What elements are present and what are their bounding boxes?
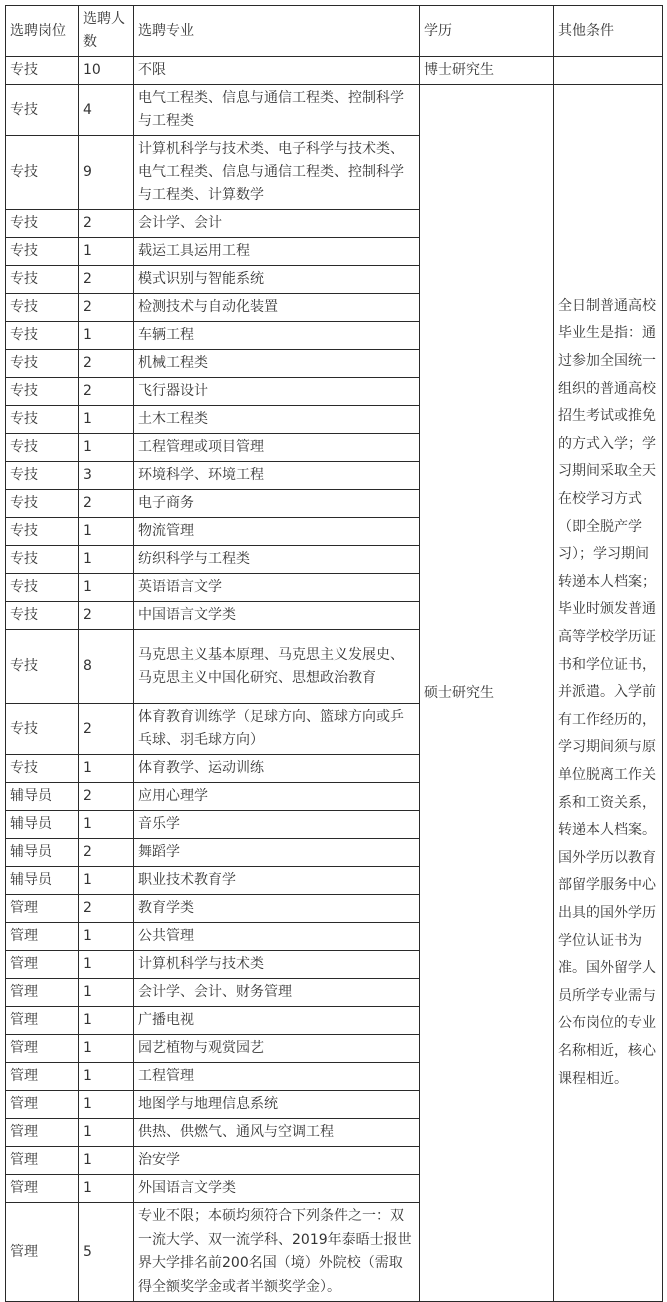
cell-post: 辅导员 [6, 839, 79, 867]
cell-other-conditions: 全日制普通高校毕业生是指：通过参加全国统一组织的普通高校招生考试或推免的方式入学；学习期间采取全天在校学习方式（即全脱产学习）；学习期间转递本人档案；毕业时颁发普通高等学校学历证书和学位证书，并派遣。入学前有工作经历的，学习期间须与原单位脱离工作关系和工资关系，转递本人档案。国外学历以教育部留学服务中心出具的国外学历学位认证书为准。国外留学人员所学专业需与公布岗位的专业名称相近，核心课程相近。 [554, 85, 663, 1302]
cell-major: 工程管理或项目管理 [134, 434, 420, 462]
cell-count: 1 [79, 434, 134, 462]
cell-major: 模式识别与智能系统 [134, 266, 420, 294]
cell-major: 环境科学、环境工程 [134, 462, 420, 490]
header-post: 选聘岗位 [6, 6, 79, 57]
cell-major: 飞行器设计 [134, 378, 420, 406]
cell-post: 管理 [6, 895, 79, 923]
cell-count: 1 [79, 979, 134, 1007]
cell-major: 马克思主义基本原理、马克思主义发展史、马克思主义中国化研究、思想政治教育 [134, 630, 420, 704]
cell-count: 2 [79, 210, 134, 238]
cell-post: 专技 [6, 266, 79, 294]
cell-major: 会计学、会计 [134, 210, 420, 238]
cell-education: 博士研究生 [420, 57, 554, 85]
cell-count: 2 [79, 350, 134, 378]
cell-count: 2 [79, 602, 134, 630]
cell-major: 土木工程类 [134, 406, 420, 434]
cell-post: 专技 [6, 490, 79, 518]
cell-count: 1 [79, 574, 134, 602]
cell-post: 专技 [6, 85, 79, 136]
cell-major: 外国语言文学类 [134, 1175, 420, 1203]
cell-major: 纺织科学与工程类 [134, 546, 420, 574]
cell-major: 计算机科学与技术类、电子科学与技术类、电气工程类、信息与通信工程类、控制科学与工程类、计算数学 [134, 136, 420, 210]
cell-post: 专技 [6, 406, 79, 434]
cell-major: 电气工程类、信息与通信工程类、控制科学与工程类 [134, 85, 420, 136]
cell-count: 1 [79, 1035, 134, 1063]
cell-count: 1 [79, 923, 134, 951]
cell-count: 1 [79, 1119, 134, 1147]
cell-post: 管理 [6, 1091, 79, 1119]
recruitment-table [5, 5, 663, 1302]
cell-major: 供热、供燃气、通风与空调工程 [134, 1119, 420, 1147]
cell-education-masters: 硕士研究生 [420, 85, 554, 1302]
cell-major: 治安学 [134, 1147, 420, 1175]
cell-post: 专技 [6, 136, 79, 210]
cell-other-empty [554, 57, 663, 85]
cell-major: 职业技术教育学 [134, 867, 420, 895]
cell-major: 园艺植物与观赏园艺 [134, 1035, 420, 1063]
cell-post: 管理 [6, 1063, 79, 1091]
cell-post: 专技 [6, 322, 79, 350]
cell-count: 1 [79, 755, 134, 783]
cell-count: 10 [79, 57, 134, 85]
cell-major: 体育教学、运动训练 [134, 755, 420, 783]
cell-post: 专技 [6, 546, 79, 574]
table-row [6, 85, 663, 136]
cell-major: 物流管理 [134, 518, 420, 546]
cell-major: 音乐学 [134, 811, 420, 839]
table-header-row [6, 6, 663, 57]
cell-count: 2 [79, 895, 134, 923]
cell-count: 1 [79, 1007, 134, 1035]
cell-count: 1 [79, 406, 134, 434]
cell-count: 3 [79, 462, 134, 490]
header-education: 学历 [420, 6, 554, 57]
cell-post: 专技 [6, 434, 79, 462]
cell-post: 辅导员 [6, 783, 79, 811]
header-other-conditions: 其他条件 [554, 6, 663, 57]
cell-major: 教育学类 [134, 895, 420, 923]
cell-count: 1 [79, 811, 134, 839]
cell-post: 管理 [6, 1175, 79, 1203]
header-count: 选聘人数 [79, 6, 134, 57]
cell-count: 1 [79, 322, 134, 350]
cell-post: 管理 [6, 979, 79, 1007]
cell-count: 1 [79, 867, 134, 895]
cell-count: 8 [79, 630, 134, 704]
cell-post: 专技 [6, 602, 79, 630]
cell-post: 专技 [6, 210, 79, 238]
cell-post: 专技 [6, 518, 79, 546]
cell-count: 1 [79, 518, 134, 546]
cell-post: 专技 [6, 238, 79, 266]
cell-post: 专技 [6, 294, 79, 322]
cell-major: 不限 [134, 57, 420, 85]
cell-major: 中国语言文学类 [134, 602, 420, 630]
cell-major: 舞蹈学 [134, 839, 420, 867]
cell-major: 专业不限；本硕均须符合下列条件之一：双一流大学、双一流学科、2019年泰晤士报世界大学排名前200名国（境）外院校（需取得全额奖学金或者半额奖学金）。 [134, 1203, 420, 1302]
cell-major: 会计学、会计、财务管理 [134, 979, 420, 1007]
header-major: 选聘专业 [134, 6, 420, 57]
cell-post: 专技 [6, 704, 79, 755]
cell-major: 车辆工程 [134, 322, 420, 350]
cell-major: 机械工程类 [134, 350, 420, 378]
cell-major: 地图学与地理信息系统 [134, 1091, 420, 1119]
cell-post: 管理 [6, 923, 79, 951]
cell-count: 2 [79, 704, 134, 755]
cell-count: 1 [79, 1175, 134, 1203]
cell-count: 1 [79, 238, 134, 266]
cell-major: 电子商务 [134, 490, 420, 518]
cell-post: 辅导员 [6, 867, 79, 895]
cell-major: 应用心理学 [134, 783, 420, 811]
cell-count: 1 [79, 546, 134, 574]
cell-count: 2 [79, 378, 134, 406]
cell-count: 2 [79, 839, 134, 867]
cell-count: 1 [79, 951, 134, 979]
cell-count: 4 [79, 85, 134, 136]
cell-post: 管理 [6, 1147, 79, 1175]
cell-major: 英语语言文学 [134, 574, 420, 602]
cell-count: 9 [79, 136, 134, 210]
cell-major: 公共管理 [134, 923, 420, 951]
cell-count: 1 [79, 1147, 134, 1175]
cell-post: 专技 [6, 378, 79, 406]
cell-post: 管理 [6, 951, 79, 979]
cell-post: 辅导员 [6, 811, 79, 839]
cell-post: 管理 [6, 1007, 79, 1035]
cell-major: 体育教育训练学（足球方向、篮球方向或乒乓球、羽毛球方向） [134, 704, 420, 755]
cell-post: 专技 [6, 630, 79, 704]
cell-major: 检测技术与自动化装置 [134, 294, 420, 322]
cell-post: 专技 [6, 462, 79, 490]
cell-post: 专技 [6, 57, 79, 85]
cell-post: 专技 [6, 350, 79, 378]
cell-count: 2 [79, 490, 134, 518]
cell-major: 工程管理 [134, 1063, 420, 1091]
cell-count: 2 [79, 294, 134, 322]
cell-count: 2 [79, 266, 134, 294]
cell-post: 管理 [6, 1035, 79, 1063]
cell-post: 专技 [6, 574, 79, 602]
cell-post: 管理 [6, 1203, 79, 1302]
cell-major: 广播电视 [134, 1007, 420, 1035]
cell-post: 管理 [6, 1119, 79, 1147]
cell-count: 1 [79, 1091, 134, 1119]
table-row-phd [6, 57, 663, 85]
cell-count: 5 [79, 1203, 134, 1302]
cell-major: 计算机科学与技术类 [134, 951, 420, 979]
cell-post: 专技 [6, 755, 79, 783]
cell-count: 2 [79, 783, 134, 811]
cell-count: 1 [79, 1063, 134, 1091]
cell-major: 载运工具运用工程 [134, 238, 420, 266]
